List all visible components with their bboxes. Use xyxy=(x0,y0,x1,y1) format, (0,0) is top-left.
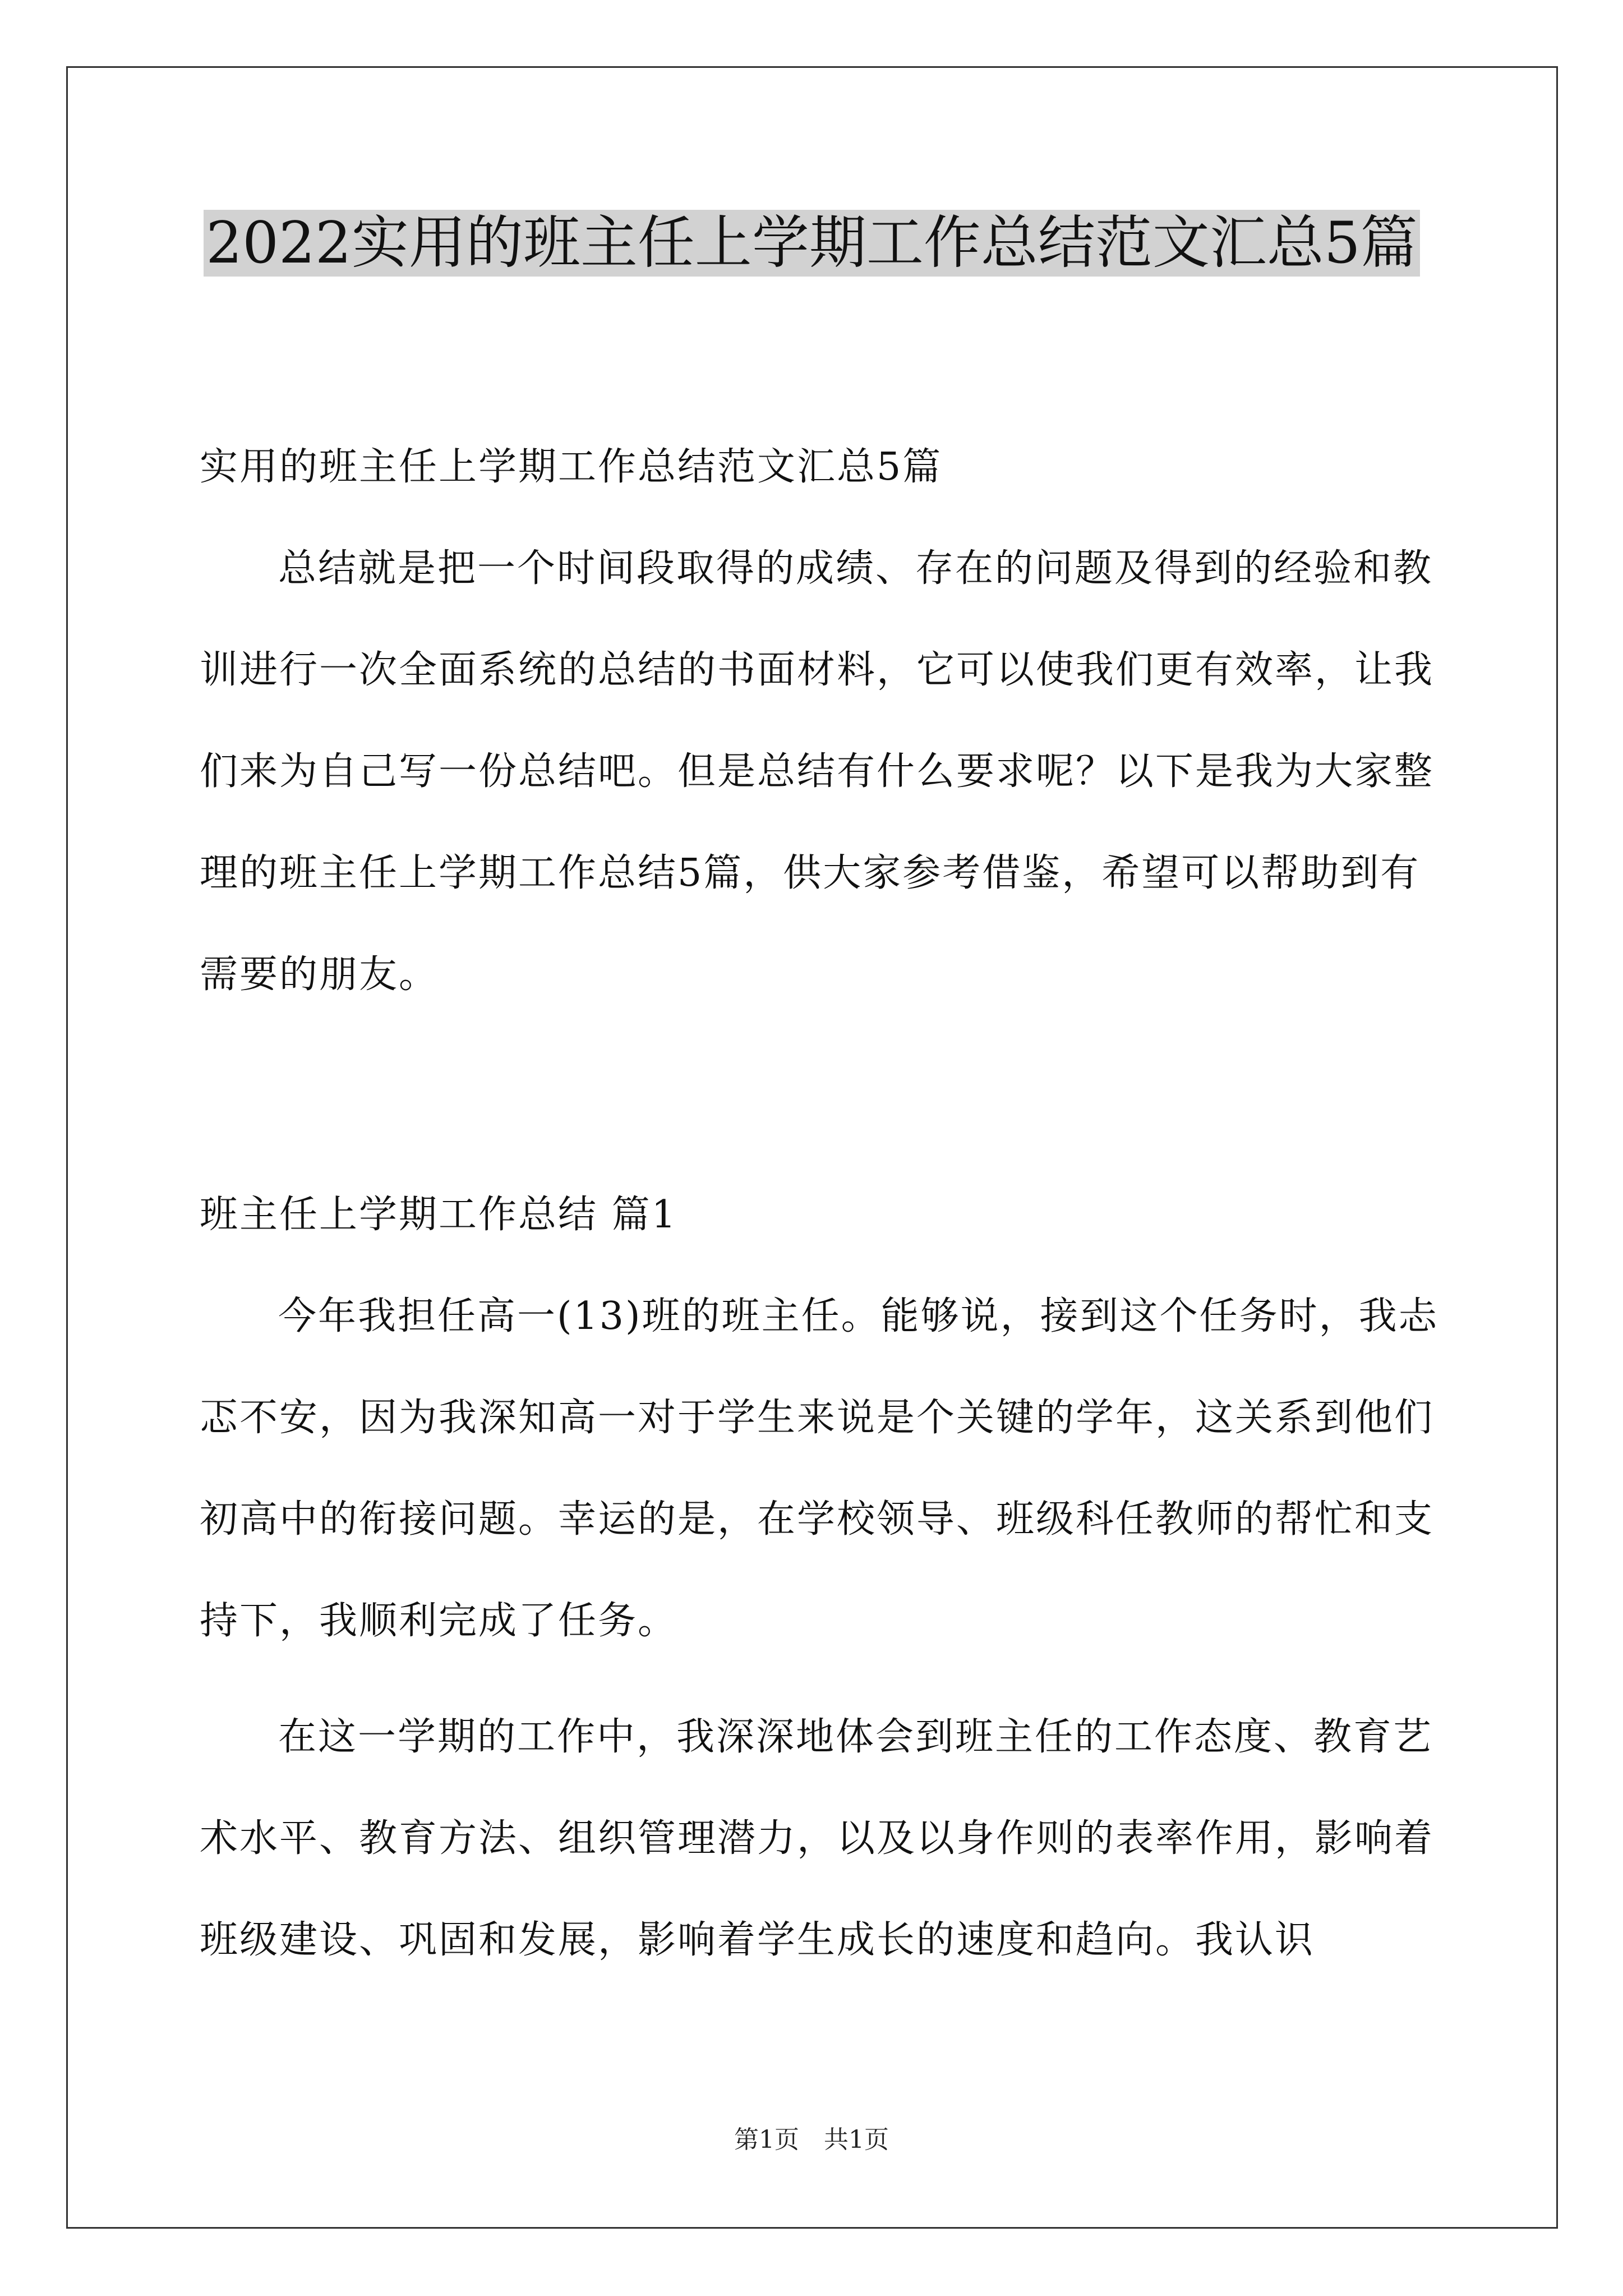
document-title xyxy=(185,194,1438,293)
intro-line: 实用的班主任上学期工作总结范文汇总5篇 xyxy=(200,445,943,489)
document-title-text: 2022实用的班主任上学期工作总结范文汇总5篇 xyxy=(204,210,1419,277)
summary-paragraph: 总结就是把一个时间段取得的成绩、存在的问题及得到的经验和教训进行一次全面系统的总结的书面材料，它可以使我们更有效率，让我们来为自己写一份总结吧。但是总结有什么要求呢？以下是我为大家整理的班主任上学期工作总结5篇，供大家参考借鉴，希望可以帮助到有需要的朋友。 xyxy=(200,546,1435,997)
body-paragraph-2: 在这一学期的工作中，我深深地体会到班主任的工作态度、教育艺术水平、教育方法、组织管理潜力，以及以身作则的表率作用，影响着班级建设、巩固和发展，影响着学生成长的速度和趋向。我认识 xyxy=(200,1715,1435,1962)
section-heading: 班主任上学期工作总结 篇1 xyxy=(200,1193,677,1237)
page-footer: 第1页 共1页 xyxy=(734,2125,889,2154)
body-paragraph-1: 今年我担任高一(13)班的班主任。能够说，接到这个任务时，我忐忑不安，因为我深知高一对于学生来说是个关键的学年，这关系到他们初高中的衔接问题。幸运的是，在学校领导、班级科任教师的帮忙和支持下，我顺利完成了任务。 xyxy=(200,1294,1438,1643)
